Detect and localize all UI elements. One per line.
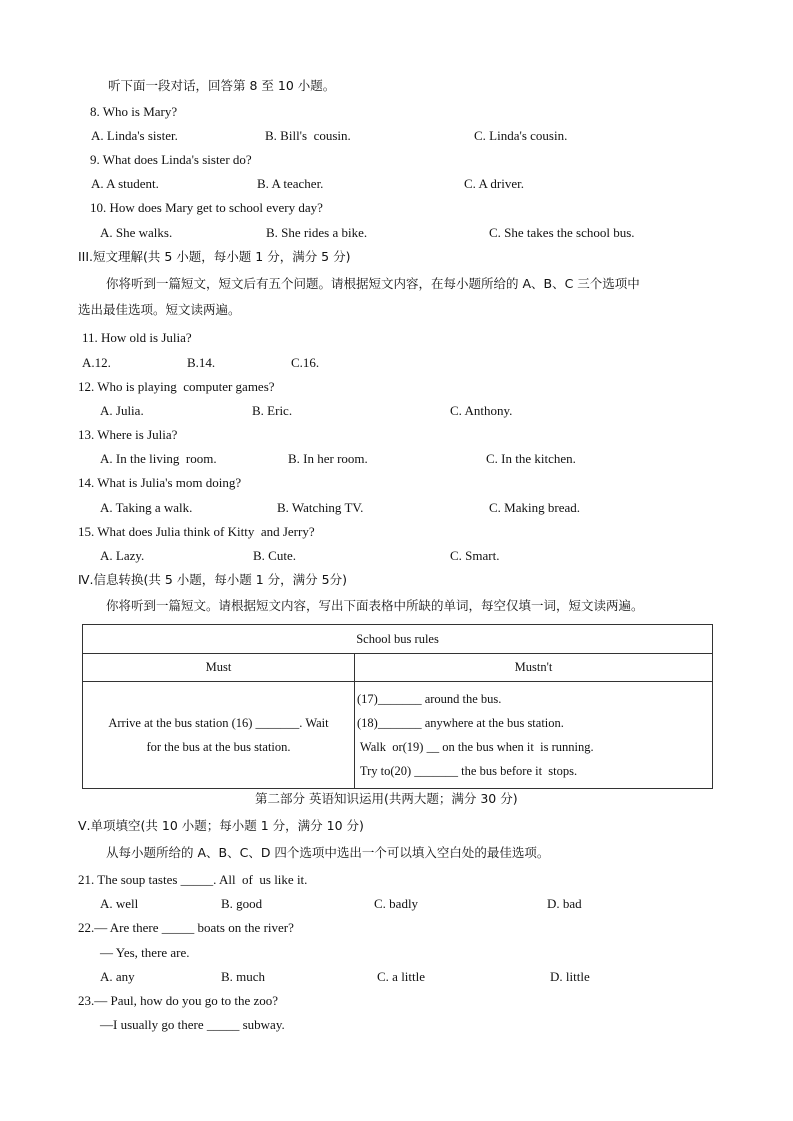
q12-option-a: A. Julia. bbox=[100, 403, 144, 418]
q8-stem: 8. Who is Mary? bbox=[90, 104, 178, 119]
table-title: School bus rules bbox=[83, 625, 713, 654]
intro-8-10: 听下面一段对话，回答第 8 至 10 小题。 bbox=[108, 78, 336, 93]
q8-option-c: C. Linda's cousin. bbox=[474, 128, 568, 143]
q13-option-c: C. In the kitchen. bbox=[486, 451, 576, 466]
q15-option-c: C. Smart. bbox=[450, 548, 500, 563]
q22-option-a: A. any bbox=[100, 969, 135, 984]
q13-option-a: A. In the living room. bbox=[100, 451, 217, 466]
must-cell bbox=[83, 682, 355, 789]
mustnt-line-20: Try to(20) _______ the bus before it stops. bbox=[357, 764, 578, 778]
section4-instruction: 你将听到一篇短文。请根据短文内容，写出下面表格中所缺的单词，每空仅填一词，短文读两遍。 bbox=[106, 598, 644, 613]
q10-option-b: B. She rides a bike. bbox=[266, 225, 368, 240]
section5-heading: Ⅴ.单项填空(共 10 小题；每小题 1 分，满分 10 分) bbox=[78, 818, 364, 833]
q13-stem: 13. Where is Julia? bbox=[78, 427, 178, 442]
q23-stem: 23.— Paul, how do you go to the zoo? bbox=[78, 993, 279, 1008]
q13-option-b: B. In her room. bbox=[288, 451, 368, 466]
q11-stem: 11. How old is Julia? bbox=[82, 330, 192, 345]
q9-option-b: B. A teacher. bbox=[257, 176, 324, 191]
q14-stem: 14. What is Julia's mom doing? bbox=[78, 475, 242, 490]
section3-heading: III.短文理解(共 5 小题，每小题 1 分，满分 5 分) bbox=[78, 249, 351, 264]
q8-option-a: A. Linda's sister. bbox=[91, 128, 178, 143]
q14-option-c: C. Making bread. bbox=[489, 500, 580, 515]
q21-option-b: B. good bbox=[221, 896, 263, 911]
mustnt-line-18: (18)_______ anywhere at the bus station. bbox=[357, 716, 564, 730]
q22-option-b: B. much bbox=[221, 969, 266, 984]
q9-stem: 9. What does Linda's sister do? bbox=[90, 152, 252, 167]
q22-option-d: D. little bbox=[550, 969, 590, 984]
column-header-must: Must bbox=[83, 654, 355, 682]
column-header-mustnt: Mustn't bbox=[355, 654, 713, 682]
q12-option-b: B. Eric. bbox=[252, 403, 293, 418]
q11-option-a: A.12. bbox=[82, 355, 111, 370]
school-bus-rules-table bbox=[82, 624, 713, 789]
q9-option-a: A. A student. bbox=[91, 176, 159, 191]
q11-option-b: B.14. bbox=[187, 355, 216, 370]
q15-option-a: A. Lazy. bbox=[100, 548, 145, 563]
section4-heading: Ⅳ.信息转换(共 5 小题，每小题 1 分，满分 5分) bbox=[78, 572, 347, 587]
q22-reply: — Yes, there are. bbox=[100, 945, 190, 960]
q21-stem: 21. The soup tastes _____. All of us like it. bbox=[78, 872, 308, 887]
q12-stem: 12. Who is playing computer games? bbox=[78, 379, 275, 394]
q22-option-c: C. a little bbox=[377, 969, 426, 984]
q12-option-c: C. Anthony. bbox=[450, 403, 513, 418]
section5-instruction: 从每小题所给的 A、B、C、D 四个选项中选出一个可以填入空白处的最佳选项。 bbox=[106, 845, 550, 860]
must-line-2: for the bus at the bus station. bbox=[146, 740, 291, 754]
mustnt-cell bbox=[355, 682, 713, 789]
q15-option-b: B. Cute. bbox=[253, 548, 296, 563]
q8-option-b: B. Bill's cousin. bbox=[265, 128, 351, 143]
q15-stem: 15. What does Julia think of Kitty and Jerry? bbox=[78, 524, 315, 539]
q21-option-a: A. well bbox=[100, 896, 139, 911]
q21-option-c: C. badly bbox=[374, 896, 419, 911]
part2-heading: 第二部分 英语知识运用(共两大题；满分 30 分) bbox=[255, 791, 518, 806]
q22-stem: 22.— Are there _____ boats on the river? bbox=[78, 920, 294, 935]
q21-option-d: D. bad bbox=[547, 896, 582, 911]
mustnt-line-17: (17)_______ around the bus. bbox=[357, 692, 502, 706]
section3-instruction-line2: 选出最佳选项。短文读两遍。 bbox=[78, 302, 241, 317]
mustnt-line-19: Walk or(19) __ on the bus when it is running. bbox=[357, 740, 594, 754]
q9-option-c: C. A driver. bbox=[464, 176, 524, 191]
q11-option-c: C.16. bbox=[291, 355, 320, 370]
q14-option-b: B. Watching TV. bbox=[277, 500, 364, 515]
must-line-1: Arrive at the bus station (16) _______. Wait bbox=[108, 716, 329, 730]
q14-option-a: A. Taking a walk. bbox=[100, 500, 193, 515]
section3-instruction-line1: 你将听到一篇短文，短文后有五个问题。请根据短文内容，在每小题所给的 A、B、C 三个选项中 bbox=[106, 276, 640, 291]
q10-option-a: A. She walks. bbox=[100, 225, 173, 240]
q23-reply: —I usually go there _____ subway. bbox=[100, 1017, 285, 1032]
q10-stem: 10. How does Mary get to school every day? bbox=[90, 200, 323, 215]
q10-option-c: C. She takes the school bus. bbox=[489, 225, 635, 240]
